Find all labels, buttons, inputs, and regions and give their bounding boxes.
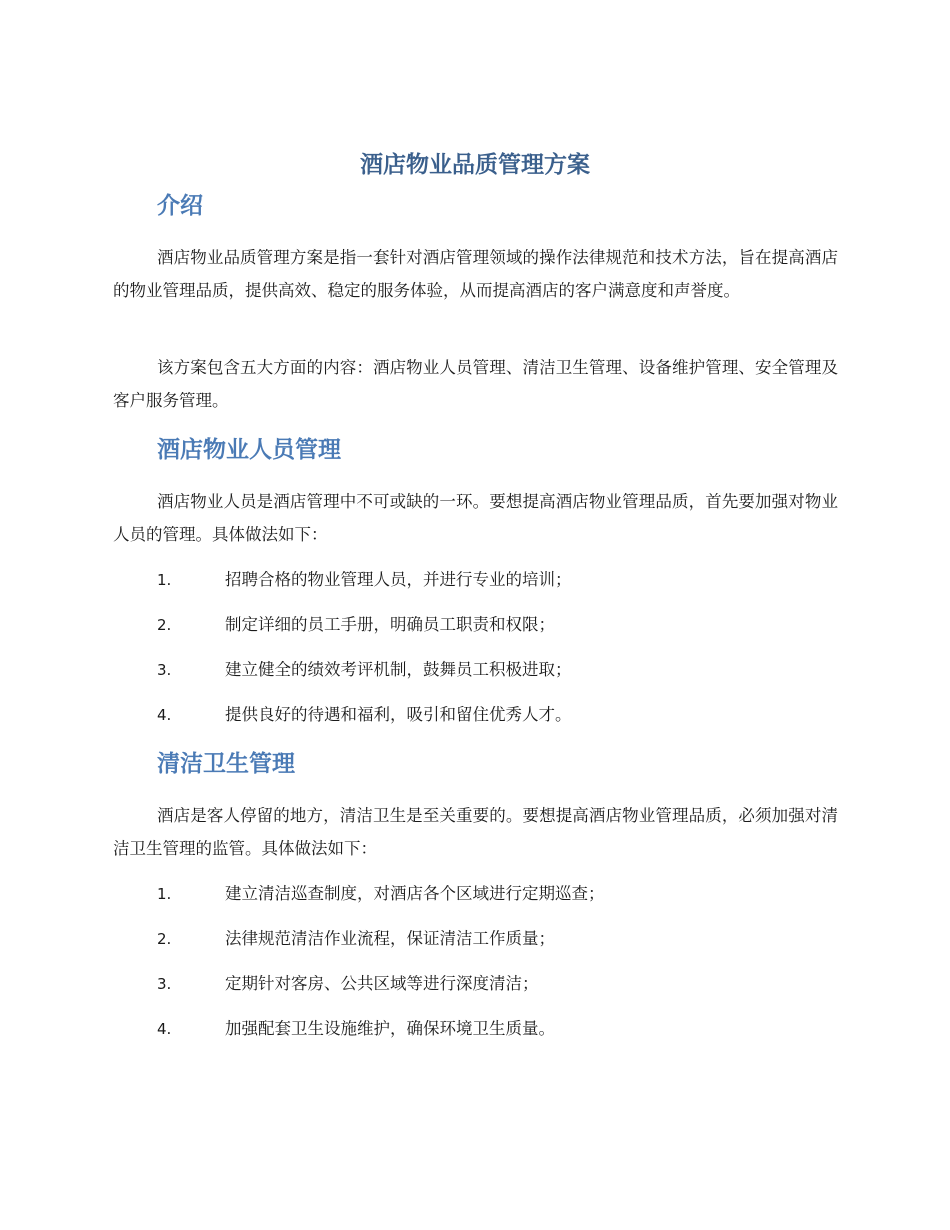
- section-heading-staff: 酒店物业人员管理: [157, 437, 341, 463]
- list-item: [157, 882, 857, 906]
- list-number: 3.: [157, 975, 172, 993]
- list-number: 1.: [157, 885, 172, 903]
- list-text: 加强配套卫生设施维护，确保环境卫生质量。: [225, 1019, 555, 1038]
- staff-paragraph: 酒店物业人员是酒店管理中不可或缺的一环。要想提高酒店物业管理品质，首先要加强对物业人员的管理。具体做法如下：: [113, 492, 838, 544]
- section-heading-cleaning: 清洁卫生管理: [157, 751, 295, 777]
- list-text: 招聘合格的物业管理人员，并进行专业的培训；: [225, 570, 572, 589]
- list-text: 制定详细的员工手册，明确员工职责和权限；: [225, 615, 555, 634]
- list-text: 提供良好的待遇和福利，吸引和留住优秀人才。: [225, 705, 572, 724]
- list-item: [157, 568, 857, 592]
- list-item: [157, 658, 857, 682]
- list-number: 3.: [157, 661, 172, 679]
- section-heading-intro: 介绍: [157, 193, 203, 219]
- list-text: 法律规范清洁作业流程，保证清洁工作质量；: [225, 929, 555, 948]
- list-number: 4.: [157, 1020, 172, 1038]
- list-item: [157, 972, 857, 996]
- list-item: [157, 1017, 857, 1041]
- intro-paragraph-2: 该方案包含五大方面的内容：酒店物业人员管理、清洁卫生管理、设备维护管理、安全管理及客户服务管理。: [113, 358, 838, 410]
- list-number: 4.: [157, 706, 172, 724]
- list-text: 定期针对客房、公共区域等进行深度清洁；: [225, 974, 539, 993]
- list-number: 2.: [157, 616, 172, 634]
- cleaning-paragraph: 酒店是客人停留的地方，清洁卫生是至关重要的。要想提高酒店物业管理品质，必须加强对清洁卫生管理的监管。具体做法如下：: [113, 806, 838, 858]
- list-item: [157, 927, 857, 951]
- list-number: 2.: [157, 930, 172, 948]
- list-number: 1.: [157, 571, 172, 589]
- list-item: [157, 703, 857, 727]
- list-text: 建立清洁巡查制度，对酒店各个区域进行定期巡查；: [225, 884, 605, 903]
- list-item: [157, 613, 857, 637]
- list-text: 建立健全的绩效考评机制，鼓舞员工积极进取；: [225, 660, 572, 679]
- document-title: 酒店物业品质管理方案: [360, 152, 590, 178]
- intro-paragraph-1: 酒店物业品质管理方案是指一套针对酒店管理领域的操作法律规范和技术方法，旨在提高酒店的物业管理品质，提供高效、稳定的服务体验，从而提高酒店的客户满意度和声誉度。: [113, 248, 838, 300]
